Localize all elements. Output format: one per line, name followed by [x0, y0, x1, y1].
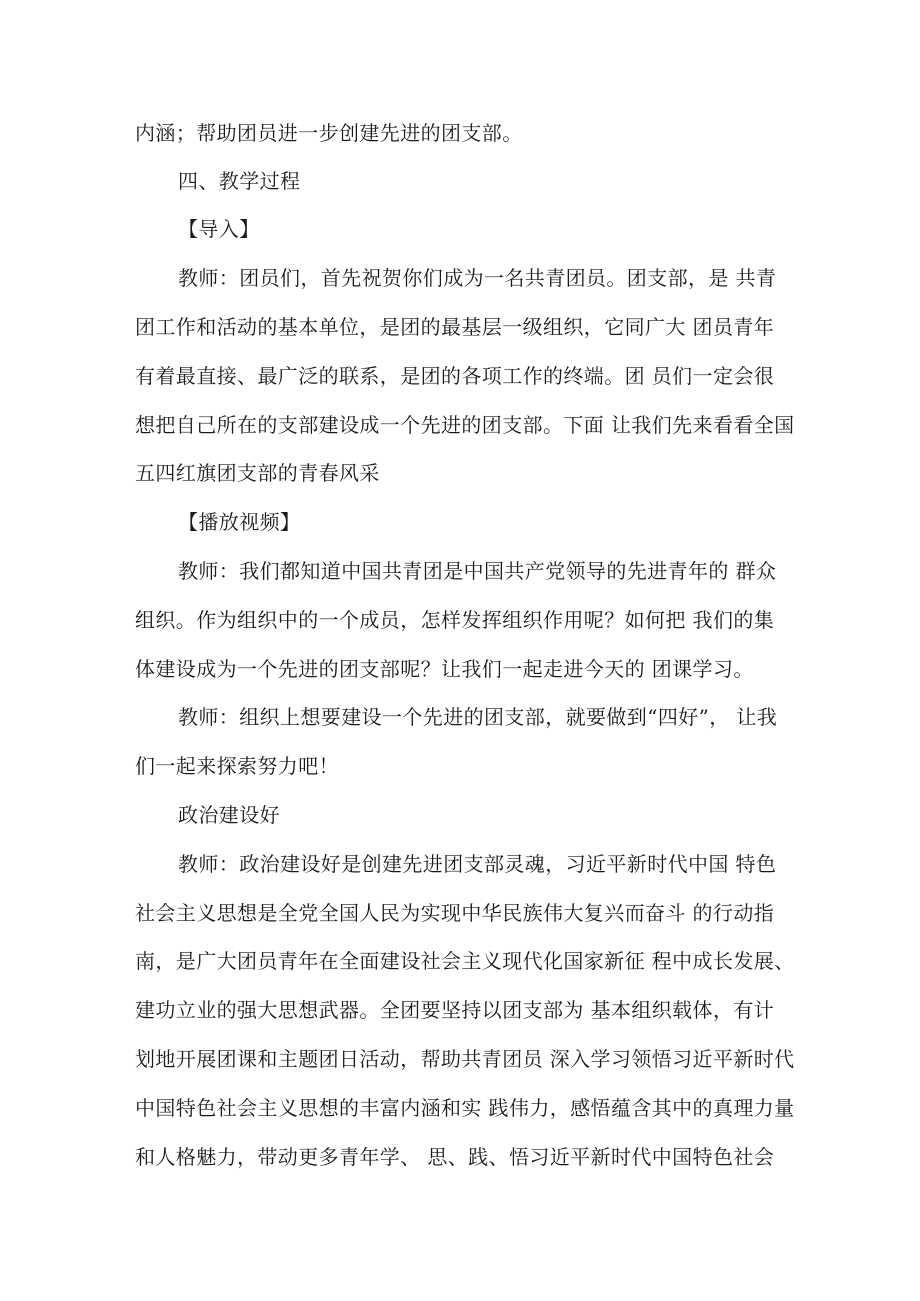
text-line-16: 教师：政治建设好是创建先进团支部灵魂，习近平新时代中国 特色 — [178, 852, 777, 876]
text-line-5: 团工作和活动的基本单位，是团的最基层一级组织，它同广大 团员青年 — [135, 315, 775, 339]
text-line-11: 组织。作为组织中的一个成员，怎样发挥组织作用呢？如何把 我们的集 — [135, 608, 775, 632]
heading-introduction: 【导入】 — [178, 217, 260, 241]
text-line-4: 教师：团员们，首先祝贺你们成为一名共青团员。团支部，是 共青 — [178, 266, 777, 290]
text-line-13: 教师：组织上想要建设一个先进的团支部，就要做到“四好”， 让我 — [178, 705, 778, 729]
text-line-1: 内涵；帮助团员进一步创建先进的团支部。 — [135, 121, 523, 145]
text-line-19: 建功立业的强大思想武器。全团要坚持以团支部为 基本组织载体，有计 — [135, 998, 775, 1022]
section-heading-teaching-process: 四、教学过程 — [178, 169, 301, 193]
text-line-14: 们一起来探索努力吧！ — [135, 754, 339, 778]
text-line-7: 想把自己所在的支部建设成一个先进的团支部。下面 让我们先来看看全国 — [135, 413, 795, 437]
text-line-8: 五四红旗团支部的青春风采 — [135, 461, 380, 485]
text-line-17: 社会主义思想是全党全国人民为实现中华民族伟大复兴而奋斗 的行动指 — [135, 901, 775, 925]
text-line-6: 有着最直接、最广泛的联系，是团的各项工作的终端。团 员们一定会很 — [135, 364, 775, 388]
heading-political-construction: 政治建设好 — [178, 803, 280, 827]
text-line-12: 体建设成为一个先进的团支部呢？让我们一起走进今天的 团课学习。 — [135, 657, 754, 681]
text-line-20: 划地开展团课和主题团日活动，帮助共青团员 深入学习领悟习近平新时代 — [135, 1047, 795, 1071]
text-line-18: 南，是广大团员青年在全面建设社会主义现代化国家新征 程中成长发展、 — [135, 949, 795, 973]
text-line-21: 中国特色社会主义思想的丰富内涵和实 践伟力，感悟蕴含其中的真理力量 — [135, 1096, 795, 1120]
text-line-10: 教师：我们都知道中国共青团是中国共产党领导的先进青年的 群众 — [178, 559, 777, 583]
text-line-22: 和人格魅力，带动更多青年学、 思、践、悟习近平新时代中国特色社会 — [135, 1145, 775, 1169]
heading-play-video: 【播放视频】 — [178, 510, 301, 534]
